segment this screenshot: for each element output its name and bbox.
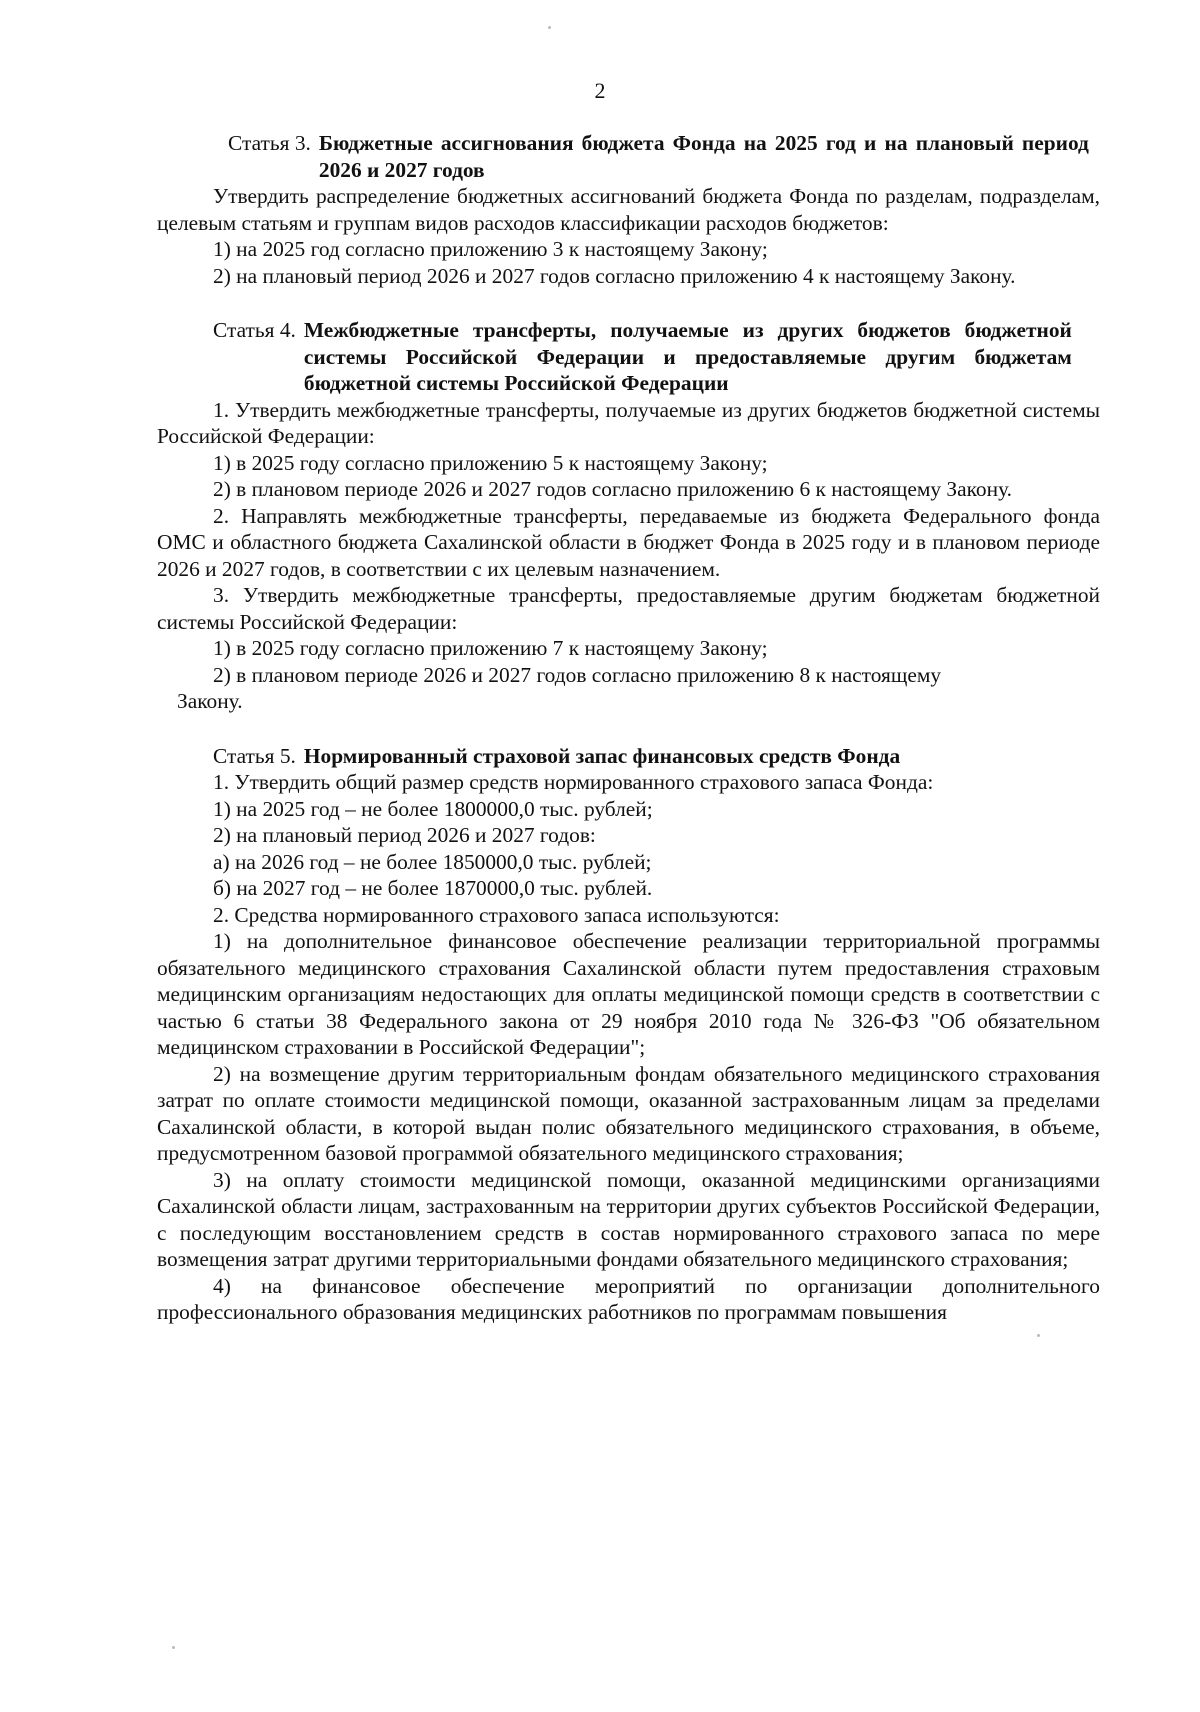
article-4-paragraph: 3. Утвердить межбюджетные трансферты, предоставляемые другим бюджетам бюджетной системы Российской Федерации: [157, 583, 1100, 634]
article-4-last-line: Закону. [177, 689, 243, 713]
article-5-paragraph: 2. Средства нормированного страхового запаса используются: [213, 902, 780, 927]
article-5-paragraph: а) на 2026 год – не более 1850000,0 тыс. рублей; [213, 849, 652, 874]
page-number: 2 [594, 78, 606, 103]
article-4-paragraph: 1. Утвердить межбюджетные трансферты, получаемые из других бюджетов бюджетной системы Российской Федерации: [157, 397, 1100, 448]
article-3-title [157, 130, 1100, 183]
article-5-paragraph: 1) на 2025 год – не более 1800000,0 тыс. рублей; [213, 796, 653, 821]
article-4-paragraph: 2) в плановом периоде 2026 и 2027 годов согласно приложению 6 к настоящему Закону. [213, 477, 1012, 501]
article-5-heading: Нормированный страховой запас финансовых средств Фонда [303, 743, 901, 768]
article-3-heading: Бюджетные ассигнования бюджета Фонда на 2025 год и на плановый период 2026 и 2027 годов [318, 131, 1089, 182]
article-4-paragraph: 2. Направлять межбюджетные трансферты, передаваемые из бюджета Федерального фонда ОМС и областного бюджета Сахалинской области в бюджет Фонда в 2025 году и в плановом периоде 2026 и 2027 годов, в соответствии с их целевым назначением. [157, 503, 1100, 581]
article-4-title [157, 317, 1100, 397]
article-3-paragraph: Утвердить распределение бюджетных ассигнований бюджета Фонда по разделам, подразделам, целевым статьям и группам видов расходов классификации расходов бюджетов: [157, 184, 1100, 235]
article-5-paragraph: 2) на возмещение другим территориальным фондам обязательного медицинского страхования затрат по оплате стоимости медицинской помощи, оказанной застрахованным лицам за пределами Сахалинской области, в которой выдан полис обязательного медицинского страхования, в объеме, предусмотренном базовой программой обязательного медицинского страхования; [157, 1061, 1100, 1165]
article-3-paragraph: 1) на 2025 год согласно приложению 3 к настоящему Закону; [213, 237, 768, 261]
article-5-paragraph: 1) на дополнительное финансовое обеспечение реализации территориальной программы обязательного медицинского страхования Сахалинской области путем предоставления страховым медицинским организациям недостающих для оплаты медицинской помощи средств в соответствии с частью 6 статьи 38 Федерального закона от 29 ноября 2010 года № 326-ФЗ "Об обязательном медицинском страховании в Российской Федерации"; [157, 929, 1100, 1059]
article-4-label: Статья 4. [213, 318, 296, 342]
article-5-paragraph: 1. Утвердить общий размер средств нормированного страхового запаса Фонда: [213, 770, 934, 794]
scan-speck [1037, 1334, 1040, 1337]
article-3-label: Статья 3. [228, 131, 311, 155]
scan-speck [172, 1646, 175, 1649]
article-5-paragraph: 3) на оплату стоимости медицинской помощи, оказанной медицинскими организациями Сахалинской области лицам, застрахованным на территории других субъектов Российской Федерации, с последующим восстановлением средств в состав нормированного страхового запаса по мере возмещения затрат другими территориальными фондами обязательного медицинского страхования; [157, 1167, 1100, 1271]
article-4-paragraph: 1) в 2025 году согласно приложению 5 к настоящему Закону; [213, 450, 768, 475]
article-5-paragraph: 4) на финансовое обеспечение мероприятий по организации дополнительного профессионального образования медицинских работников по программам повышения [157, 1273, 1100, 1324]
article-3-paragraph: 2) на плановый период 2026 и 2027 годов согласно приложению 4 к настоящему Закону. [213, 263, 1016, 288]
article-4-paragraph: 1) в 2025 году согласно приложению 7 к настоящему Закону; [213, 636, 768, 660]
article-4-paragraph: 2) в плановом периоде 2026 и 2027 годов согласно приложению 8 к настоящему [213, 662, 942, 687]
article-5-paragraph: 2) на плановый период 2026 и 2027 годов: [213, 823, 596, 847]
document-body [157, 130, 1100, 1326]
article-4-heading: Межбюджетные трансферты, получаемые из других бюджетов бюджетной системы Российской Федерации и предоставляемые другим бюджетам бюджетной системы Российской Федерации [303, 318, 1072, 395]
article-5-title [157, 743, 1100, 770]
scan-speck [548, 26, 551, 29]
article-5-paragraph: б) на 2027 год – не более 1870000,0 тыс. рублей. [213, 876, 653, 900]
article-5-label: Статья 5. [213, 743, 296, 768]
